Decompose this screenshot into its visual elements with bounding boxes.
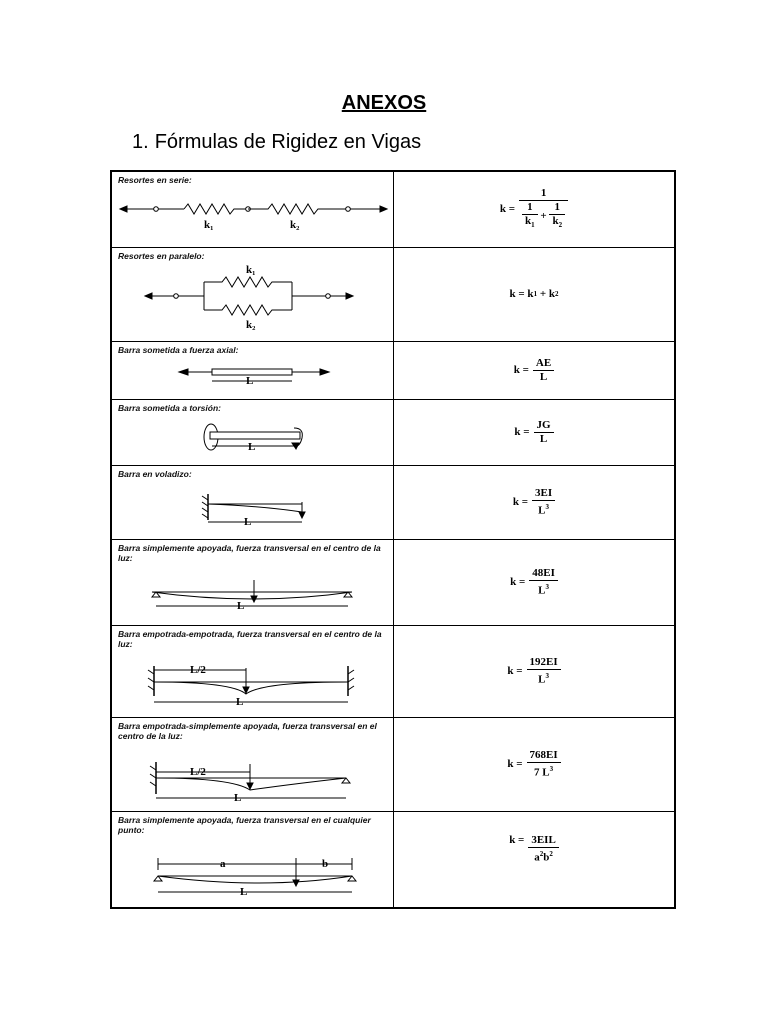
formula-cell [394,171,676,247]
table-row [111,171,675,247]
diagram-cell [111,717,394,811]
formula-cell [394,539,676,625]
l-label: L [234,791,242,804]
formula: k = $\frac{AE}{L}$ [394,342,674,399]
diagram-cell [111,539,394,625]
row-caption: Barra sometida a torsión: [118,402,221,413]
l-label: L [248,440,256,453]
formula: k = 1 $\frac{1}{k_1}$ + $\frac{1}{k_2}$ [394,172,674,247]
table-row [111,341,675,399]
table-row [111,717,675,811]
k1-label: k₁ [204,219,214,231]
section-title [132,131,421,154]
formula-cell [394,811,676,908]
cantilever-diagram [112,466,393,540]
k2-label: k₂ [246,318,256,331]
formula-cell [394,717,676,811]
row-caption: Resortes en paralelo: [118,250,205,261]
stiffness-table [110,170,676,909]
diagram-cell [111,341,394,399]
row-caption: Barra empotrada-empotrada, fuerza transversal en el centro de la luz: [118,628,382,649]
l-half-label: L/2 [190,663,206,676]
row-caption: Barra simplemente apoyada, fuerza transversal en el cualquier punto: [118,814,371,835]
diagram-cell [111,625,394,717]
formula: k = $\frac{\text{3EIL}}{a^2b^2}$ [394,812,674,908]
diagram-cell [111,171,394,247]
diagram-cell [111,811,394,908]
formula-cell [394,465,676,539]
row-caption: Barra empotrada-simplemente apoyada, fuerza transversal en el centro de la luz: [118,720,377,741]
l-half-label: L/2 [190,765,206,778]
formula: k = $\frac{3EI}{L^3}$ [394,466,674,539]
fixed-fixed-diagram [112,626,393,718]
row-caption: Resortes en serie: [118,175,192,185]
formula: k = $\frac{192EI}{L^3}$ [394,626,674,717]
l-label: L [244,515,252,528]
diagram-cell [111,465,394,539]
table-row [111,539,675,625]
formula-cell [394,341,676,399]
row-caption: Barra sometida a fuerza axial: [118,344,239,355]
table-row [111,811,675,908]
formula: k = k 1 + k 2 [509,288,559,300]
l-label: L [237,599,245,612]
l-label: L [236,695,244,708]
row-caption: Barra simplemente apoyada, fuerza transversal en el centro de la luz: [118,542,381,563]
section-title-text: Fórmulas de Rigidez en Vigas [154,131,422,153]
l-label: L [240,885,248,898]
table-row [111,399,675,465]
fixed-simply-supported-diagram [112,718,393,812]
simply-supported-any-point-diagram [112,812,393,909]
simply-supported-center-diagram [112,540,393,626]
a-label: a [220,857,226,870]
formula-cell [394,399,676,465]
k2-label: k₂ [290,219,300,231]
torsion-bar-diagram [112,400,393,466]
row-caption: Barra en voladizo: [118,468,192,479]
k1-label: k₁ [246,263,256,276]
table-row [111,247,675,341]
page-heading: ANEXOS [341,92,427,114]
formula: k = $\frac{48EI}{L^3}$ [394,540,674,625]
table-row [111,465,675,539]
formula: k = $\frac{768EI}{7 L^3}$ [394,718,674,811]
series-springs-diagram [112,172,393,248]
formula-cell [394,625,676,717]
diagram-cell [111,247,394,341]
diagram-cell [111,399,394,465]
formula-cell [394,247,676,341]
axial-bar-diagram [112,342,393,400]
parallel-springs-diagram [112,248,393,342]
section-number: 1. [132,131,149,153]
table-row [111,625,675,717]
b-label: b [322,857,329,870]
l-label: L [246,374,254,387]
formula: k = $\frac{JG}{L}$ [394,400,674,465]
